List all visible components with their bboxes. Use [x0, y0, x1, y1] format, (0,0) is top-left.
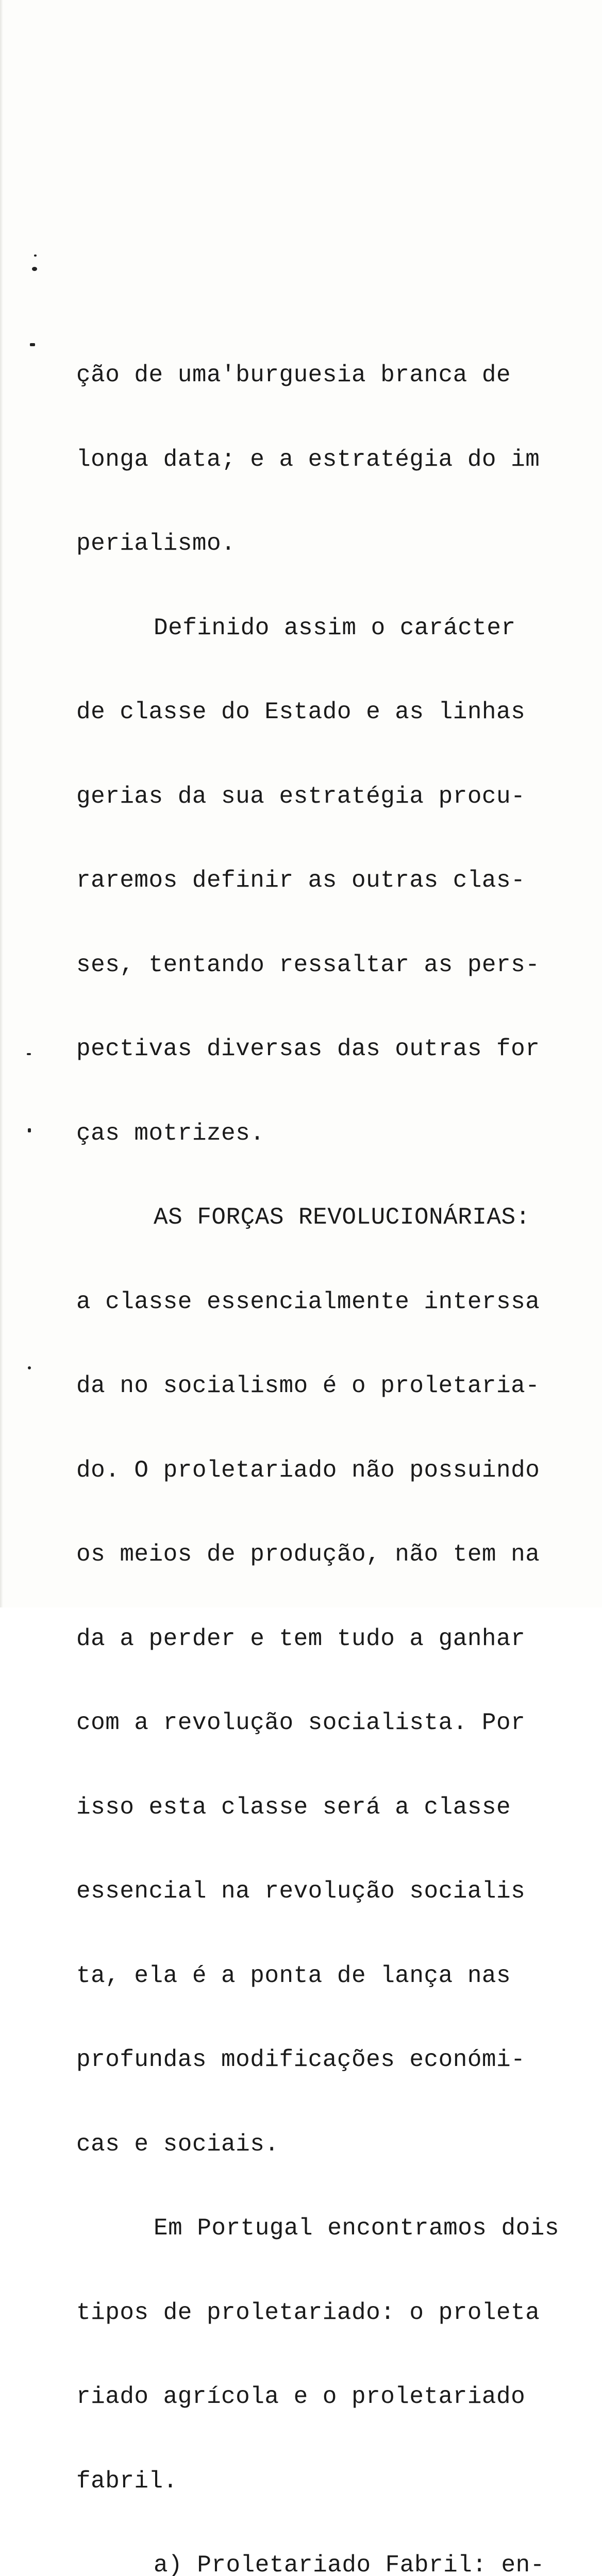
text-line: ses, tentando ressaltar as pers- — [76, 951, 540, 978]
margin-mark — [28, 1366, 31, 1369]
paragraph-start-line: Definido assim o carácter — [154, 614, 516, 641]
text-line: longa data; e a estratégia do im — [76, 446, 540, 473]
margin-mark — [30, 343, 35, 346]
text-line: gerias da sua estratégia procu- — [76, 783, 526, 810]
margin-mark — [28, 1128, 31, 1132]
text-line: profundas modificações económi- — [76, 2046, 526, 2073]
margin-mark — [34, 255, 37, 257]
text-line: essencial na revolução socialis — [76, 1878, 526, 1905]
text-line: ção de uma'burguesia branca de — [76, 362, 511, 388]
text-line: raremos definir as outras clas- — [76, 867, 526, 894]
text-line: ças motrizes. — [76, 1120, 265, 1147]
text-line: cas e sociais. — [76, 2130, 279, 2158]
section-heading: AS FORÇAS REVOLUCIONÁRIAS: — [154, 1204, 530, 1231]
text-line: da no socialismo é o proletaria- — [76, 1372, 540, 1399]
text-line: do. O proletariado não possuindo — [76, 1456, 540, 1484]
text-line: os meios de produção, não tem na — [76, 1541, 540, 1568]
page-edge-shadow — [0, 0, 3, 1607]
text-line: a classe essencialmente interssa — [76, 1288, 540, 1315]
text-line: isso esta classe será a classe — [76, 1793, 511, 1821]
subsection-heading: a) Proletariado Fabril: en- — [154, 2552, 545, 2576]
text-line: com a revolução socialista. Por — [76, 1709, 526, 1736]
text-line: perialismo. — [76, 530, 236, 557]
text-line: da a perder e tem tudo a ganhar — [76, 1625, 526, 1652]
text-line: riado agrícola e o proletariado — [76, 2383, 526, 2410]
typewritten-text — [76, 305, 581, 2576]
margin-mark — [27, 1053, 31, 1055]
text-line: tipos de proletariado: o proleta — [76, 2299, 540, 2326]
paragraph-start-line: Em Portugal encontramos dois — [154, 2215, 559, 2242]
text-line: fabril. — [76, 2467, 178, 2495]
text-line: pectivas diversas das outras for — [76, 1036, 540, 1062]
margin-mark — [32, 267, 37, 271]
text-line: ta, ela é a ponta de lança nas — [76, 1962, 511, 1989]
text-line: de classe do Estado e as linhas — [76, 699, 526, 725]
